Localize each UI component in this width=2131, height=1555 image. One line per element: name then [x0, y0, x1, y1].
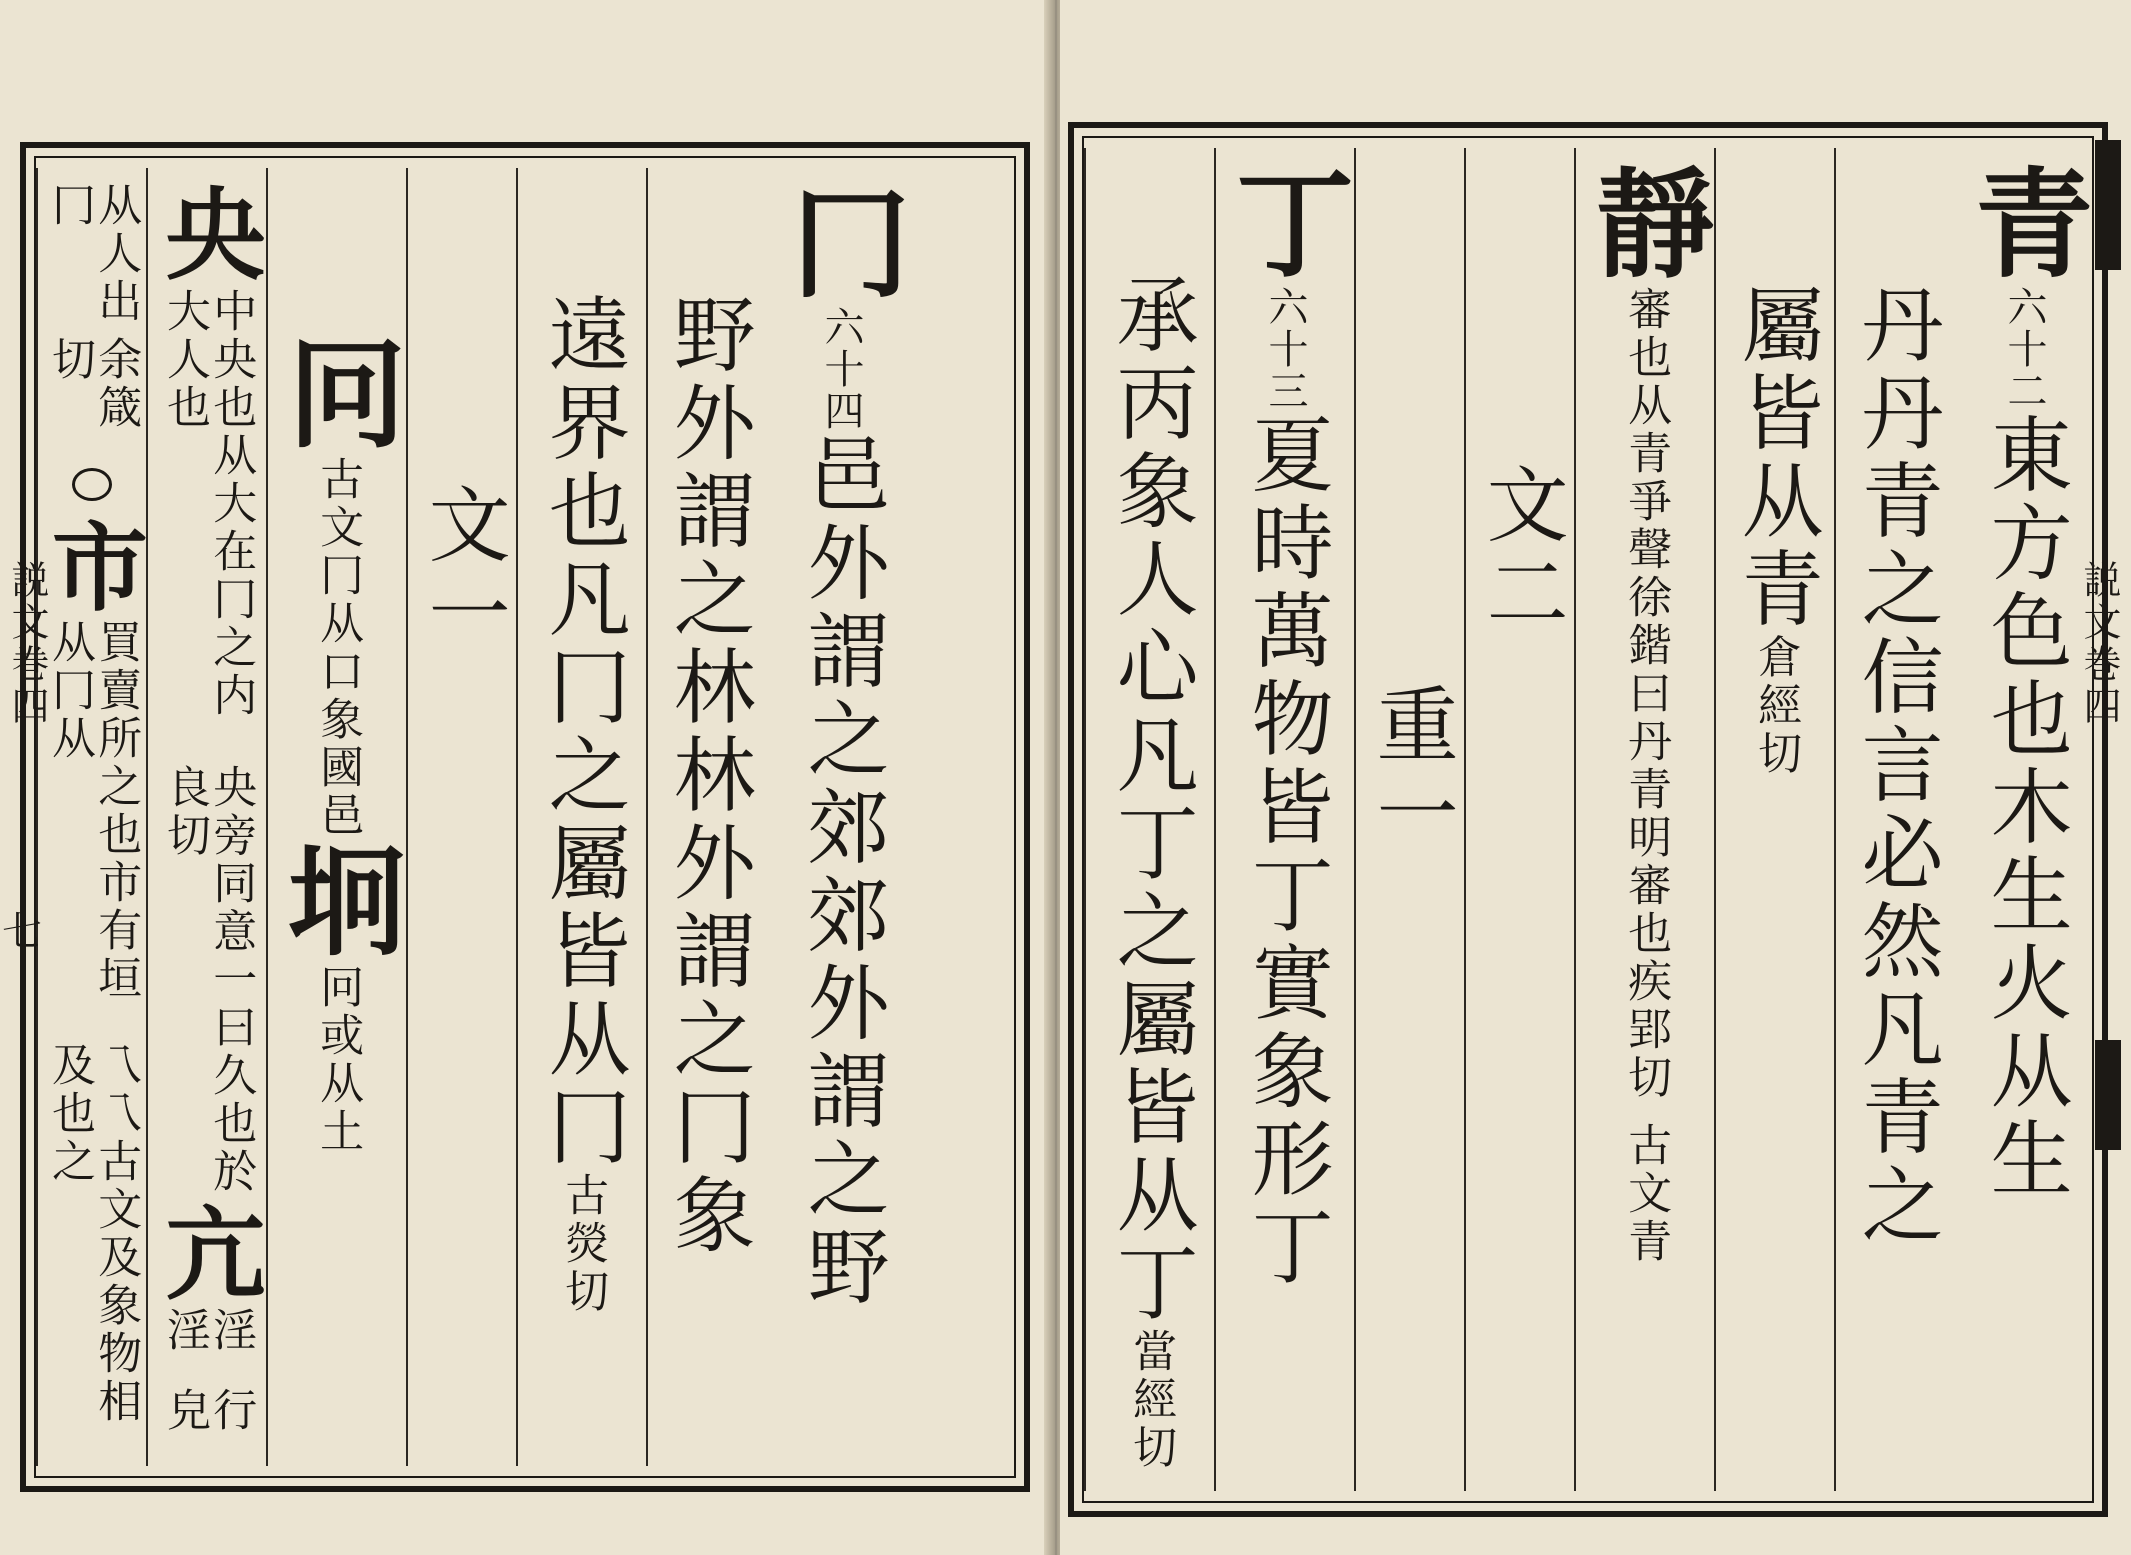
circle-mark — [72, 468, 112, 501]
seal-glyph: 市 — [36, 516, 150, 619]
right-col-1 — [1954, 148, 2094, 1491]
left-col-5 — [266, 168, 406, 1466]
seal-glyph: 亢 — [148, 1201, 267, 1308]
left-col-6 — [146, 168, 266, 1466]
seal-glyph: 坰 — [267, 840, 407, 964]
left-page — [0, 0, 1052, 1555]
seal-glyph: 靜 — [1575, 162, 1715, 286]
left-page-frame — [20, 142, 1030, 1492]
right-col-3 — [1714, 148, 1834, 1491]
left-col-3 — [516, 168, 646, 1466]
column-text: 屬皆从青 — [1728, 282, 1824, 634]
entry-number: 六十三 — [1262, 286, 1308, 412]
entry-number: 六十二 — [2001, 286, 2047, 412]
seal-glyph: 央 — [148, 182, 267, 288]
annotation: 中央也从大在冂之内大人也 央旁同意一曰久也於良切 — [159, 288, 257, 1197]
column-text: 東方色也木生火从生 — [1977, 412, 2073, 1204]
left-col-7 — [36, 168, 150, 1466]
annotation: 从人出冂 余箴切 — [44, 182, 142, 433]
left-col-1 — [766, 168, 916, 1466]
column-text: 重一 — [1363, 682, 1459, 858]
seal-glyph: 冋 — [267, 332, 407, 456]
right-col-4 — [1574, 148, 1714, 1491]
right-margin-title: 説文巻四 — [2077, 560, 2121, 728]
annotation: 冋或 从土 — [312, 964, 364, 1156]
annotation: 古熒 切 — [557, 1172, 609, 1316]
annotation: 古文冂从 口象國邑 — [312, 456, 364, 840]
column-text: 承丙象人心凡丁之屬皆从丁 — [1103, 272, 1199, 1328]
right-col-6 — [1354, 148, 1464, 1491]
margin-mark — [2095, 140, 2121, 270]
annotation: 倉經 切 — [1750, 634, 1802, 778]
column-text: 邑外謂之郊郊外謂之野 — [794, 432, 890, 1312]
column-text: 文一 — [415, 482, 511, 658]
column-text: 野外謂之林林外謂之冂象 — [660, 292, 756, 1260]
annotation: 買賣所之也市有垣从冂从 乁乁古文及象物相及也之 — [44, 618, 142, 1427]
left-col-4 — [406, 168, 516, 1466]
annotation: 當經 切 — [1125, 1328, 1177, 1472]
right-col-7 — [1214, 148, 1354, 1491]
seal-glyph: 丁 — [1215, 162, 1355, 286]
column-text: 遠界也凡冂之屬皆从冂 — [535, 292, 631, 1172]
seal-glyph: 青 — [1954, 162, 2094, 286]
right-page — [1060, 0, 2131, 1555]
column-text: 丹丹青之信言必然凡青之 — [1848, 282, 1944, 1250]
right-col-5 — [1464, 148, 1574, 1491]
entry-number: 六十四 — [818, 306, 864, 432]
annotation-old-form: 古文青 — [1620, 1122, 1672, 1266]
annotation: 淫淫 行皃 — [159, 1307, 257, 1435]
right-page-frame — [1068, 122, 2108, 1517]
right-col-2 — [1834, 148, 1954, 1491]
seal-glyph: 冂 — [771, 182, 911, 306]
left-margin-title: 説文巻四 — [5, 560, 49, 728]
left-col-2 — [646, 168, 766, 1466]
right-col-8 — [1084, 148, 1214, 1491]
column-text: 夏時萬物皆丁實象形丁 — [1238, 412, 1334, 1292]
annotation: 審也从青爭聲徐鍇曰 丹青明審也疾郢切 — [1620, 286, 1672, 1102]
page-number: 七 — [2, 909, 42, 955]
margin-mark — [2095, 1040, 2121, 1150]
column-text: 文二 — [1473, 462, 1569, 638]
